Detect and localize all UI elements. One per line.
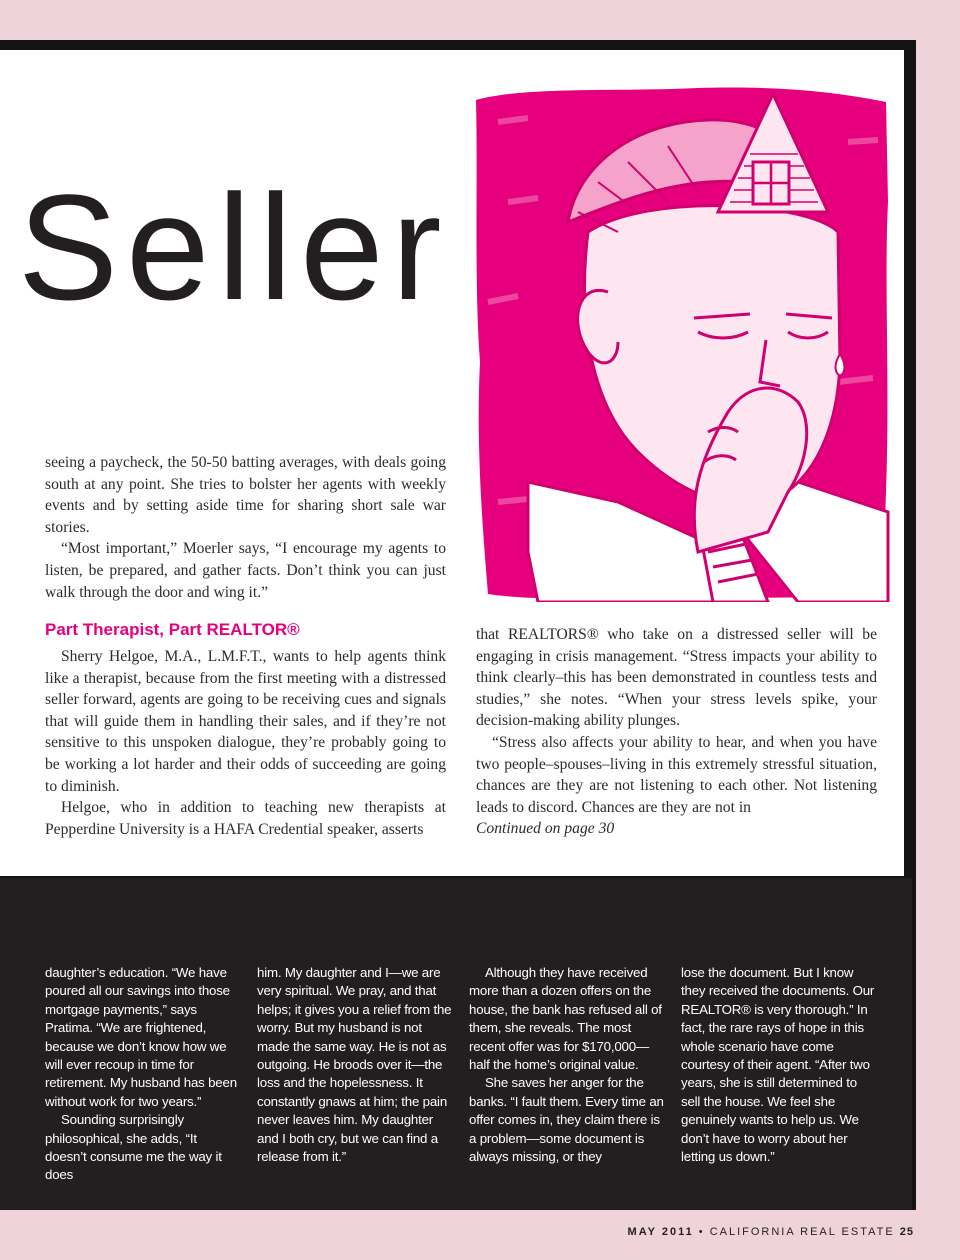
article-paragraph: “Stress also affects your ability to hear, and when you have two people–spouses–living in this extremely stressful situation, chances are they are not listening to each other. Not listening leads to discord. Chances are they are not in	[476, 733, 877, 816]
page-number: 25	[899, 1226, 914, 1238]
footer-publication: CALIFORNIA REAL ESTATE	[709, 1226, 895, 1238]
sidebar-column-3	[469, 964, 665, 1166]
sidebar-paragraph: She saves her anger for the banks. “I fault them. Every time an offer comes in, they claim there is a problem—some document is always missing, or they	[469, 1075, 664, 1165]
footer-month: MAY 2011	[627, 1226, 694, 1238]
sidebar-paragraph: daughter’s education. “We have poured all our savings into those mortgage payments,” says Pratima. “We are frightened, because we don’t know how we will ever recoup in time for retirement. My husband has been without work for two years.”	[45, 965, 237, 1109]
article-paragraph: seeing a paycheck, the 50-50 batting averages, with deals going south at any point. She tries to bolster her agents with weekly events and by setting aside time for sharing short sale war stories.	[45, 454, 446, 536]
headline: Seller	[18, 163, 450, 331]
sidebar-column-4	[681, 964, 877, 1166]
sidebar-paragraph: him. My daughter and I—we are very spiritual. We pray, and that helps; it gives you a relief from the worry. But my husband is not made the same way. He is not as outgoing. He broods over it—the loss and the hopelessness. It constantly gnaws at him; the pain never leaves him. My daughter and I both cry, but we can find a release from it.”	[257, 965, 452, 1165]
sidebar-paragraph: Although they have received more than a dozen offers on the house, the bank has refused all of them, she reveals. The most recent offer was for $170,000—half the home’s original value.	[469, 965, 662, 1073]
article-paragraph: Helgoe, who in addition to teaching new therapists at Pepperdine University is a HAFA Credential speaker, asserts	[45, 799, 446, 838]
article-paragraph: “Most important,” Moerler says, “I encourage my agents to listen, be prepared, and gather facts. Don’t think you can just walk through the door and wing it.”	[45, 540, 446, 601]
house-headed-man-illustration	[468, 82, 892, 602]
footer-bullet: •	[698, 1226, 705, 1238]
article-left-column	[45, 646, 446, 840]
article-paragraph: that REALTORS® who take on a distressed seller will be engaging in crisis management. “Stress impacts your ability to think clearly–this has been demonstrated in countless tests and studies,” she notes. “When your stress levels spike, your decision-making ability plunges.	[476, 626, 877, 730]
sidebar-column-2	[257, 964, 453, 1166]
sidebar-paragraph: Sounding surprisingly philosophical, she adds, “It doesn’t consume me the way it does	[45, 1112, 222, 1183]
article-right-column	[476, 624, 877, 840]
article-intro-column	[45, 452, 446, 603]
page-footer	[628, 1226, 914, 1238]
article-paragraph: Sherry Helgoe, M.A., L.M.F.T., wants to help agents think like a therapist, because from the first meeting with a distressed seller forward, agents are going to be receiving cues and signals that will guide them in handling their sales, and if they’re not sensitive to this unspoken dialogue, they’re probably going to be working a lot harder and their odds of succeeding are going to diminish.	[45, 648, 446, 795]
continued-link[interactable]: Continued on page 30	[476, 820, 615, 838]
sidebar-column-1	[45, 964, 241, 1185]
section-subhead: Part Therapist, Part REALTOR®	[45, 620, 300, 639]
sidebar-paragraph: lose the document. But I know they received the documents. Our REALTOR® is very thorough.” In fact, the rare rays of hope in this whole scenario have come courtesy of their agent. “After two years, she is still determined to sell the house. We feel she genuinely wants to help us. We don’t have to worry about her letting us down.”	[681, 965, 875, 1165]
